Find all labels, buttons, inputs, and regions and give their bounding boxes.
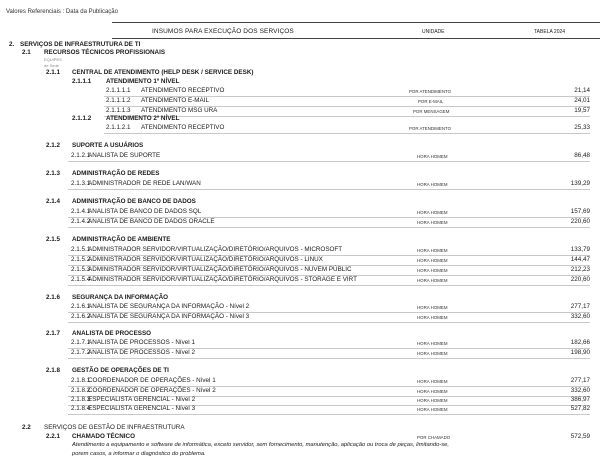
group-title: SUPORTE A USUÁRIOS (72, 142, 144, 149)
group-code: 2.2.1 (46, 433, 61, 440)
item-unit: HORA HOMEM (417, 379, 448, 384)
item-value: 386,97 (570, 396, 590, 403)
group-code: 2.1.5 (46, 236, 61, 243)
subsection-title: RECURSOS TÉCNICOS PROFISSIONAIS (44, 49, 166, 56)
table-row (68, 151, 590, 162)
group-code: 2.1.7 (46, 330, 61, 337)
item-code: 2.1.1.1.3 (106, 107, 131, 114)
item-code: 2.1.5.4 (71, 276, 91, 283)
item-value: 220,60 (570, 276, 590, 283)
item-unit: POR ATENDIMENTO (409, 126, 452, 131)
item-code: 2.1.3.1 (71, 180, 91, 187)
item-name: ATENDIMENTO E-MAIL (141, 97, 209, 104)
item-unit: HORA HOMEM (417, 220, 448, 225)
item-code: 2.1.8.3 (71, 396, 91, 403)
item-value: 332,60 (570, 313, 590, 320)
table-row (68, 404, 590, 415)
item-name: ANALISTA DE SEGURANÇA DA INFORMAÇÃO - Nível 2 (88, 303, 250, 310)
item-unit: HORA HOMEM (417, 210, 448, 215)
item-value: 332,60 (570, 387, 590, 394)
item-unit: HORA HOMEM (417, 305, 448, 310)
table-row (68, 275, 590, 286)
item-name: ADMINISTRADOR DE REDE LAN/WAN (88, 180, 201, 187)
item-name: ANALISTA DE BANCO DE DADOS ORACLE (88, 218, 215, 225)
item-value: 157,69 (570, 208, 590, 215)
table-row (68, 179, 590, 190)
item-code: 2.1.6.1 (71, 303, 91, 310)
item-code: 2.1.5.2 (71, 256, 91, 263)
group-code: 2.1.6 (46, 294, 61, 301)
section-title: SERVIÇOS DE INFRAESTRUTURA DE TI (20, 41, 141, 48)
clipped-note: de Sede (44, 63, 59, 68)
service-note: Atendimento a equipamento e software de informática, exceto servidor, sem fornecimento, manutenção, aplicação ou troca de peças, limitando-se, (72, 442, 450, 448)
subsection-row (0, 48, 602, 58)
item-name: ADMINISTRADOR SERVIDOR/VIRTUALIZAÇÃO/DIRETÓRIO/ARQUIVOS - MICROSOFT (88, 246, 343, 253)
item-name: ANALISTA DE BANCO DE DADOS SQL (88, 208, 202, 215)
group-row (0, 141, 602, 151)
item-value: 24,01 (574, 97, 590, 104)
group-row (0, 235, 602, 245)
item-unit: HORA HOMEM (417, 248, 448, 253)
group-title: SEGURANÇA DA INFORMAÇÃO (72, 294, 169, 301)
item-code: 2.1.8.4 (71, 405, 91, 412)
table-row (104, 123, 590, 134)
header-unit: UNIDADE (422, 29, 445, 35)
header-top-rule (112, 22, 600, 23)
item-value: 19,57 (574, 107, 590, 114)
table-row (68, 312, 590, 323)
group-title: GESTÃO DE OPERAÇÕES DE TI (72, 367, 169, 374)
group-title: CHAMADO TÉCNICO (72, 433, 135, 440)
group-row (0, 197, 602, 207)
item-code: 2.1.1.1.1 (106, 87, 131, 94)
item-unit: HORA HOMEM (417, 351, 448, 356)
item-unit: HORA HOMEM (417, 398, 448, 403)
subsection-title: SERVIÇOS DE GESTÃO DE INFRAESTRUTURA (44, 424, 185, 431)
item-name: ESPECIALISTA GERENCIAL - Nível 2 (88, 396, 196, 403)
item-unit: POR MENSAGEM (413, 109, 450, 114)
table-row (68, 348, 590, 359)
item-unit: HORA HOMEM (417, 341, 448, 346)
group-title: ADMINISTRAÇÃO DE REDES (72, 170, 160, 177)
item-code: 2.1.6.2 (71, 313, 91, 320)
item-unit: POR ATENDIMENTO (409, 89, 452, 94)
header-table-year: TABELA 2024 (534, 29, 566, 35)
item-name: ANALISTA DE PROCESSOS - Nível 1 (88, 339, 195, 346)
header-bottom-rule (112, 38, 600, 39)
item-unit: HORA HOMEM (417, 154, 448, 159)
item-code: 2.1.1.2.1 (106, 124, 131, 131)
subsection-code: 2.2 (22, 424, 31, 431)
item-code: 2.1.8.1 (71, 377, 91, 384)
subgroup-title: ATENDIMENTO 2º NÍVEL (106, 115, 180, 122)
document-caption: Valores Referenciais : Data da Publicação (6, 9, 118, 15)
subgroup-title: ATENDIMENTO 1º NÍVEL (106, 78, 180, 85)
subgroup-code: 2.1.1.2 (72, 115, 92, 122)
item-value: 198,90 (570, 349, 590, 356)
item-code: 2.1.4.2 (71, 218, 91, 225)
item-unit: POR CHAMADO (417, 435, 451, 440)
item-unit: HORA HOMEM (417, 389, 448, 394)
item-name: ANALISTA DE PROCESSOS - Nível 2 (88, 349, 195, 356)
table-row (68, 217, 590, 228)
item-code: 2.1.8.2 (71, 387, 91, 394)
item-name: ESPECIALISTA GERENCIAL - Nível 3 (88, 405, 196, 412)
group-code: 2.1.3 (46, 170, 61, 177)
item-value: 86,48 (574, 152, 590, 159)
group-title: ANALISTA DE PROCESSO (72, 330, 152, 337)
item-code: 2.1.4.1 (71, 208, 91, 215)
item-code: 2.1.7.2 (71, 349, 91, 356)
header-title: INSUMOS PARA EXECUÇÃO DOS SERVIÇOS (152, 28, 294, 35)
subsection-code: 2.1 (22, 49, 31, 56)
item-name: ATENDIMENTO RECEPTIVO (141, 87, 225, 94)
group-code: 2.1.2 (46, 142, 61, 149)
group-code: 2.1.8 (46, 367, 61, 374)
item-name: ADMINISTRADOR SERVIDOR/VIRTUALIZAÇÃO/DIRETÓRIO/ARQUIVOS - LINUX (88, 256, 323, 263)
group-row (0, 169, 602, 179)
item-code: 2.1.2.1 (71, 152, 91, 159)
item-value: 277,17 (570, 377, 590, 384)
item-unit: HORA HOMEM (417, 315, 448, 320)
item-value: 212,23 (570, 266, 590, 273)
group-code: 2.1.4 (46, 198, 61, 205)
item-value: 277,17 (570, 303, 590, 310)
item-unit: HORA HOMEM (417, 268, 448, 273)
item-value: 133,79 (570, 246, 590, 253)
item-name: ANALISTA DE SUPORTE (88, 152, 161, 159)
item-code: 2.1.1.1.2 (106, 97, 131, 104)
item-code: 2.1.5.1 (71, 246, 91, 253)
item-unit: HORA HOMEM (417, 407, 448, 412)
item-unit: HORA HOMEM (417, 258, 448, 263)
group-row (0, 366, 602, 376)
group-title: CENTRAL DE ATENDIMENTO (HELP DESK / SERVICE DESK) (72, 69, 254, 76)
group-title: ADMINISTRAÇÃO DE AMBIENTE (72, 236, 171, 243)
item-value: 182,66 (570, 339, 590, 346)
section-code: 2. (9, 41, 15, 48)
item-value: 144,47 (570, 256, 590, 263)
item-unit: HORA HOMEM (417, 182, 448, 187)
subgroup-code: 2.1.1.1 (72, 78, 92, 85)
item-name: COORDENADOR DE OPERAÇÕES - Nível 2 (88, 387, 216, 394)
item-unit: HORA HOMEM (417, 278, 448, 283)
group-row (0, 432, 590, 442)
clipped-note: EQUIPES (44, 57, 62, 62)
item-name: ATENDIMENTO RECEPTIVO (141, 124, 225, 131)
item-value: 139,29 (570, 180, 590, 187)
item-value: 220,60 (570, 218, 590, 225)
item-value: 25,33 (574, 124, 590, 131)
group-code: 2.1.1 (46, 69, 61, 76)
item-code: 2.1.5.3 (71, 266, 91, 273)
item-value: 21,14 (574, 87, 590, 94)
item-name: ATENDIMENTO MSG URA (141, 107, 218, 114)
item-code: 2.1.7.1 (71, 339, 91, 346)
item-value: 572,59 (570, 433, 590, 440)
item-name: ADMINISTRADOR SERVIDOR/VIRTUALIZAÇÃO/DIRETÓRIO/ARQUIVOS - NUVEM PÚBLIC (88, 266, 352, 273)
item-name: ADMINISTRADOR SERVIDOR/VIRTUALIZAÇÃO/DIRETÓRIO/ARQUIVOS - STORAGE E VIRT (88, 276, 357, 283)
item-name: ANALISTA DE SEGURANÇA DA INFORMAÇÃO - Nível 3 (88, 313, 250, 320)
service-note: porem casos, a informar o diagnóstico do problema. (72, 451, 206, 457)
item-value: 527,82 (570, 405, 590, 412)
group-title: ADMINISTRAÇÃO DE BANCO DE DADOS (72, 198, 196, 205)
item-name: COORDENADOR DE OPERAÇÕES - Nível 1 (88, 377, 216, 384)
item-unit: POR E-MAIL (418, 99, 444, 104)
